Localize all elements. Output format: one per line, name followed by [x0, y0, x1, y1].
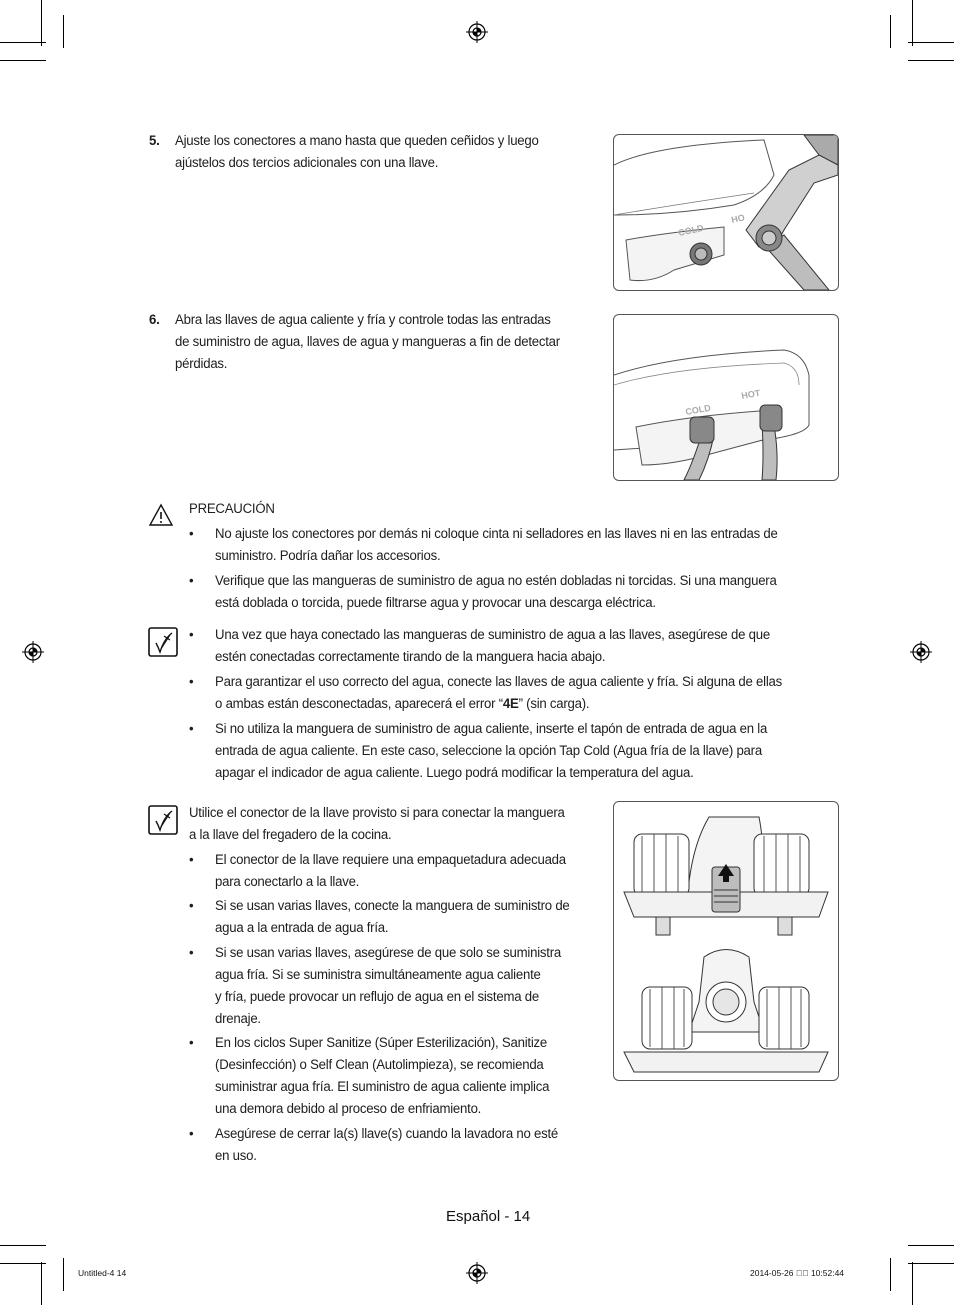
- error-code: 4E: [502, 696, 519, 712]
- list-item: [189, 895, 598, 941]
- list-item: [189, 624, 821, 670]
- step-6: [149, 309, 586, 379]
- text-line: suministrar agua fría. El suministro de agua caliente implica: [215, 1079, 550, 1095]
- text-line: Para garantizar el uso correcto del agua, conecte las llaves de agua caliente y fría. Si alguna de ellas: [215, 674, 783, 690]
- crop-mark: [908, 1245, 954, 1246]
- list-item: [189, 1123, 598, 1169]
- figure-hoses-connected: [613, 314, 839, 481]
- crop-mark: [908, 42, 954, 43]
- crop-mark: [0, 1263, 46, 1264]
- registration-mark-icon: [22, 641, 44, 663]
- step-text: [175, 309, 560, 375]
- list-item: [189, 1032, 598, 1122]
- note-intro: [189, 802, 608, 846]
- cold-label: COLD: [684, 402, 712, 417]
- step-number: 6.: [149, 312, 160, 328]
- text-line: a la llave del fregadero de la cocina.: [189, 827, 392, 843]
- slug-date: 2014-05-26 ￿￿ 10:52:44: [750, 1268, 845, 1278]
- text-line: Utilice el conector de la llave provisto si para conectar la manguera: [189, 805, 565, 821]
- caution-title: PRECAUCIÓN: [189, 501, 275, 517]
- bullet-icon: •: [189, 721, 194, 737]
- list-item: [189, 523, 821, 569]
- slug-file: Untitled-4 14: [78, 1268, 127, 1278]
- bullet-icon: •: [189, 1035, 194, 1051]
- text-line: Abra las llaves de agua caliente y fría y controle todas las entradas: [175, 312, 551, 328]
- hot-label: HO: [730, 212, 746, 225]
- bullet-icon: •: [189, 674, 194, 690]
- bullet-icon: •: [189, 526, 194, 542]
- list-item: [189, 942, 598, 1032]
- list-item: [189, 671, 821, 717]
- text-line: No ajuste los conectores por demás ni coloque cinta ni selladores en las llaves ni en las entradas de: [215, 526, 778, 542]
- crop-mark: [63, 15, 64, 48]
- text-line: para conectarlo a la llave.: [215, 874, 360, 890]
- text-line: de suministro de agua, llaves de agua y mangueras a fin de detectar: [175, 334, 560, 350]
- text-line: apagar el indicador de agua caliente. Luego podrá modificar la temperatura del agua.: [215, 765, 694, 781]
- text-line: En los ciclos Super Sanitize (Súper Esterilización), Sanitize: [215, 1035, 548, 1051]
- crop-mark: [41, 1262, 42, 1305]
- list-item: [189, 849, 598, 895]
- crop-mark: [912, 0, 913, 46]
- bullet-icon: •: [189, 1126, 194, 1142]
- text-line: Una vez que haya conectado las mangueras de suministro de agua a las llaves, asegúrese de que: [215, 627, 770, 643]
- text-line: una demora debido al proceso de enfriamiento.: [215, 1101, 482, 1117]
- warning-triangle-icon: [148, 503, 174, 527]
- note-pencil-icon: [148, 627, 178, 657]
- text-line: estén conectadas correctamente tirando de la manguera hacia abajo.: [215, 649, 606, 665]
- bullet-icon: •: [189, 573, 194, 589]
- text-line: en uso.: [215, 1148, 257, 1164]
- crop-mark: [63, 1258, 64, 1291]
- text-line: Ajuste los conectores a mano hasta que queden ceñidos y luego: [175, 133, 539, 149]
- text-line: ajústelos dos tercios adicionales con una llave.: [175, 155, 439, 171]
- hot-label: HOT: [740, 387, 762, 401]
- crop-mark: [41, 0, 42, 46]
- text-line: agua a la entrada de agua fría.: [215, 920, 389, 936]
- crop-mark: [908, 60, 954, 61]
- text-line: suministro. Podría dañar los accesorios.: [215, 548, 441, 564]
- text-line: Si se usan varias llaves, conecte la manguera de suministro de: [215, 898, 570, 914]
- step-5: [149, 130, 586, 180]
- step-text: [175, 130, 539, 174]
- crop-mark: [0, 60, 46, 61]
- registration-mark-icon: [466, 1262, 488, 1284]
- crop-mark: [0, 42, 46, 43]
- text-line: Asegúrese de cerrar la(s) llave(s) cuando la lavadora no esté: [215, 1126, 559, 1142]
- crop-mark: [908, 1263, 954, 1264]
- text-line: (Desinfección) o Self Clean (Autolimpieza), se recomienda: [215, 1057, 544, 1073]
- text-line: Si se usan varias llaves, asegúrese de que solo se suministra: [215, 945, 561, 961]
- page-number: Español - 14: [446, 1208, 531, 1225]
- crop-mark: [912, 1262, 913, 1305]
- bullet-icon: •: [189, 898, 194, 914]
- text-line: Verifique que las mangueras de suministro de agua no estén dobladas ni torcidas. Si una manguera: [215, 573, 777, 589]
- text-line: drenaje.: [215, 1011, 261, 1027]
- crop-mark: [890, 1258, 891, 1291]
- text-line: entrada de agua caliente. En este caso, seleccione la opción Tap Cold (Agua fría de la llave) para: [215, 743, 762, 759]
- cold-label: COLD: [677, 222, 705, 238]
- text-line: pérdidas.: [175, 356, 228, 372]
- text-line: y fría, puede provocar un reflujo de agua en el sistema de: [215, 989, 539, 1005]
- figure-faucet-connector: [613, 801, 839, 1081]
- bullet-icon: •: [189, 627, 194, 643]
- text-line: o ambas están desconectadas, aparecerá el error “4E” (sin carga).: [215, 696, 590, 712]
- crop-mark: [0, 1245, 46, 1246]
- list-item: [189, 718, 821, 786]
- bullet-icon: •: [189, 852, 194, 868]
- crop-mark: [890, 15, 891, 48]
- note-pencil-icon: [148, 805, 178, 835]
- registration-mark-icon: [466, 21, 488, 43]
- figure-wrench-tightening: [613, 134, 839, 291]
- bullet-icon: •: [189, 945, 194, 961]
- text-line: Si no utiliza la manguera de suministro de agua caliente, inserte el tapón de entrada de agua en la: [215, 721, 768, 737]
- text-line: está doblada o torcida, puede filtrarse agua y provocar una descarga eléctrica.: [215, 595, 656, 611]
- list-item: [189, 570, 821, 616]
- registration-mark-icon: [910, 641, 932, 663]
- text-line: El conector de la llave requiere una empaquetadura adecuada: [215, 852, 566, 868]
- text-line: agua fría. Si se suministra simultáneamente agua caliente: [215, 967, 541, 983]
- step-number: 5.: [149, 133, 160, 149]
